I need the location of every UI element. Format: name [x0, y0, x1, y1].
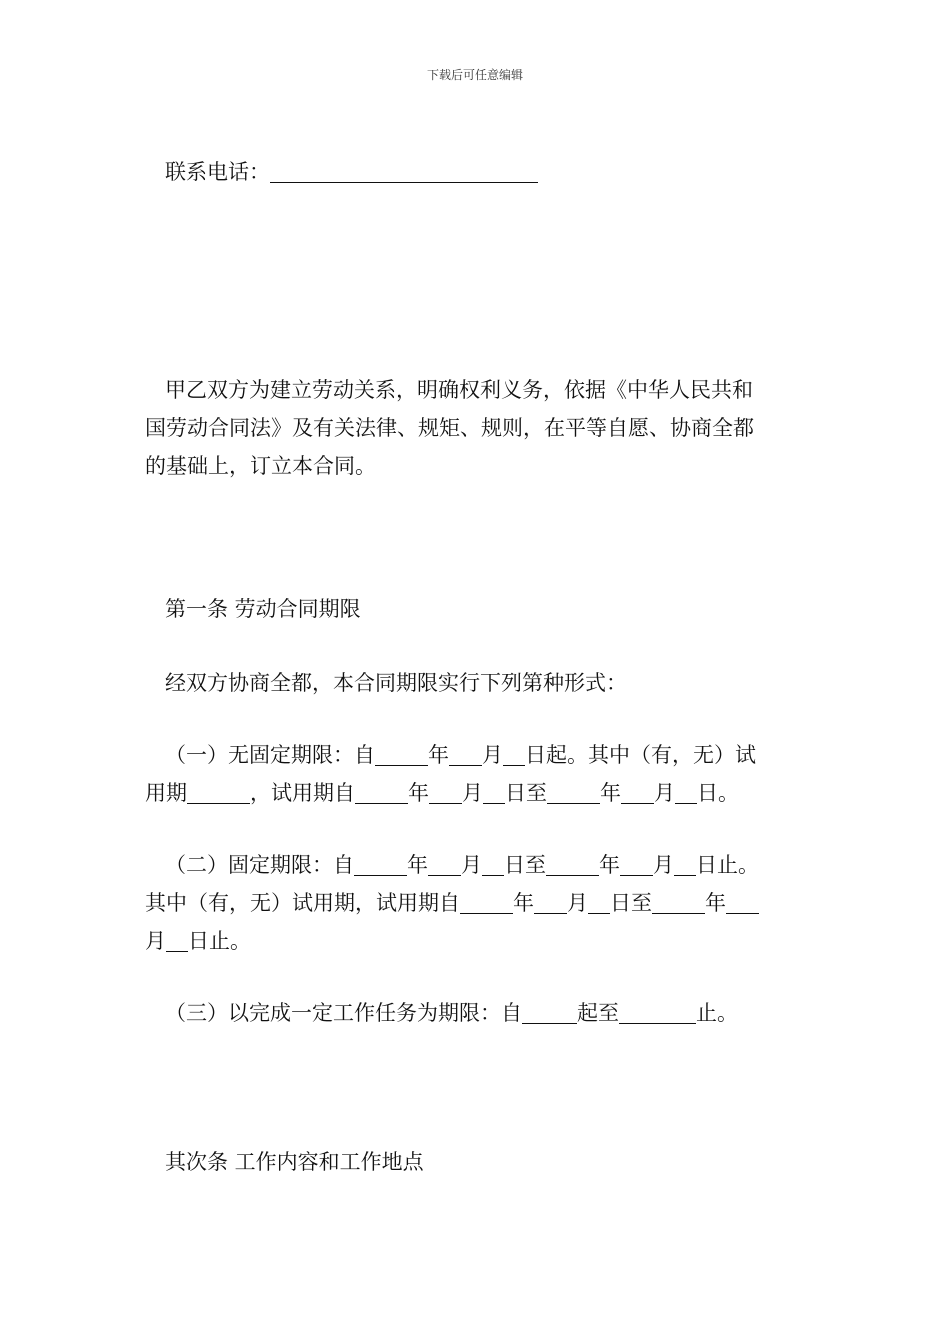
contact-phone-line — [165, 153, 830, 191]
article-1-intro: 经双方协商全都，本合同期限实行下列第种形式： — [165, 671, 627, 695]
month-blank[interactable] — [429, 781, 462, 804]
year-blank[interactable] — [354, 853, 407, 876]
term-option-2-line-3 — [145, 922, 810, 960]
text: 用期 — [145, 781, 187, 805]
text: 日至 — [610, 891, 652, 915]
contact-phone-label: 联系电话： — [165, 160, 270, 184]
text: 月 — [482, 743, 503, 767]
text: ，试用期自 — [250, 781, 355, 805]
term-option-3 — [165, 994, 830, 1032]
end-blank[interactable] — [619, 1001, 696, 1024]
term-option-2-line-2 — [145, 884, 810, 922]
text: 年 — [513, 891, 534, 915]
text: 年 — [600, 781, 621, 805]
article-1-title: 第一条 劳动合同期限 — [165, 597, 361, 621]
text: 月 — [654, 781, 675, 805]
text: （一）无固定期限：自 — [165, 743, 375, 767]
day-blank[interactable] — [483, 781, 505, 804]
text: 年 — [408, 781, 429, 805]
year-blank[interactable] — [355, 781, 408, 804]
preamble-line-2: 国劳动合同法》及有关法律、规矩、规则，在平等自愿、协商全都 — [145, 416, 754, 440]
month-blank[interactable] — [620, 853, 653, 876]
text: 年 — [599, 853, 620, 877]
text: （二）固定期限：自 — [165, 853, 354, 877]
text: 年 — [705, 891, 726, 915]
text: 月 — [462, 781, 483, 805]
term-option-1-line-1 — [165, 736, 830, 774]
text: 月 — [145, 929, 166, 953]
text: （三）以完成一定工作任务为期限：自 — [165, 1001, 522, 1025]
year-blank[interactable] — [460, 891, 513, 914]
day-blank[interactable] — [482, 853, 504, 876]
preamble-line-3: 的基础上，订立本合同。 — [145, 454, 376, 478]
text: 日至 — [504, 853, 546, 877]
term-option-2-line-1 — [165, 846, 830, 884]
text: 月 — [567, 891, 588, 915]
term-option-1-line-2 — [145, 774, 810, 812]
day-blank[interactable] — [503, 743, 525, 766]
day-blank[interactable] — [166, 929, 188, 952]
text: 月 — [461, 853, 482, 877]
text: 日至 — [505, 781, 547, 805]
year-blank[interactable] — [547, 781, 600, 804]
month-blank[interactable] — [534, 891, 567, 914]
text: 日止。 — [188, 929, 251, 953]
day-blank[interactable] — [674, 853, 696, 876]
text: 年 — [428, 743, 449, 767]
contact-phone-blank[interactable] — [270, 160, 538, 183]
text: 日止。 — [696, 853, 759, 877]
text: 月 — [653, 853, 674, 877]
page-header: 下载后可任意编辑 — [426, 68, 523, 82]
year-blank[interactable] — [652, 891, 705, 914]
month-blank[interactable] — [621, 781, 654, 804]
article-2-title: 其次条 工作内容和工作地点 — [165, 1150, 424, 1174]
text: 年 — [407, 853, 428, 877]
start-blank[interactable] — [522, 1001, 577, 1024]
text: 起至 — [577, 1001, 619, 1025]
month-blank[interactable] — [726, 891, 759, 914]
year-blank[interactable] — [375, 743, 428, 766]
text: 日起。其中（有，无）试 — [525, 743, 756, 767]
probation-blank[interactable] — [187, 781, 250, 804]
text: 其中（有，无）试用期，试用期自 — [145, 891, 460, 915]
text: 止。 — [696, 1001, 738, 1025]
preamble-line-1: 甲乙双方为建立劳动关系，明确权利义务，依据《中华人民共和 — [165, 378, 753, 402]
day-blank[interactable] — [588, 891, 610, 914]
text: 日。 — [697, 781, 739, 805]
year-blank[interactable] — [546, 853, 599, 876]
day-blank[interactable] — [675, 781, 697, 804]
month-blank[interactable] — [428, 853, 461, 876]
month-blank[interactable] — [449, 743, 482, 766]
